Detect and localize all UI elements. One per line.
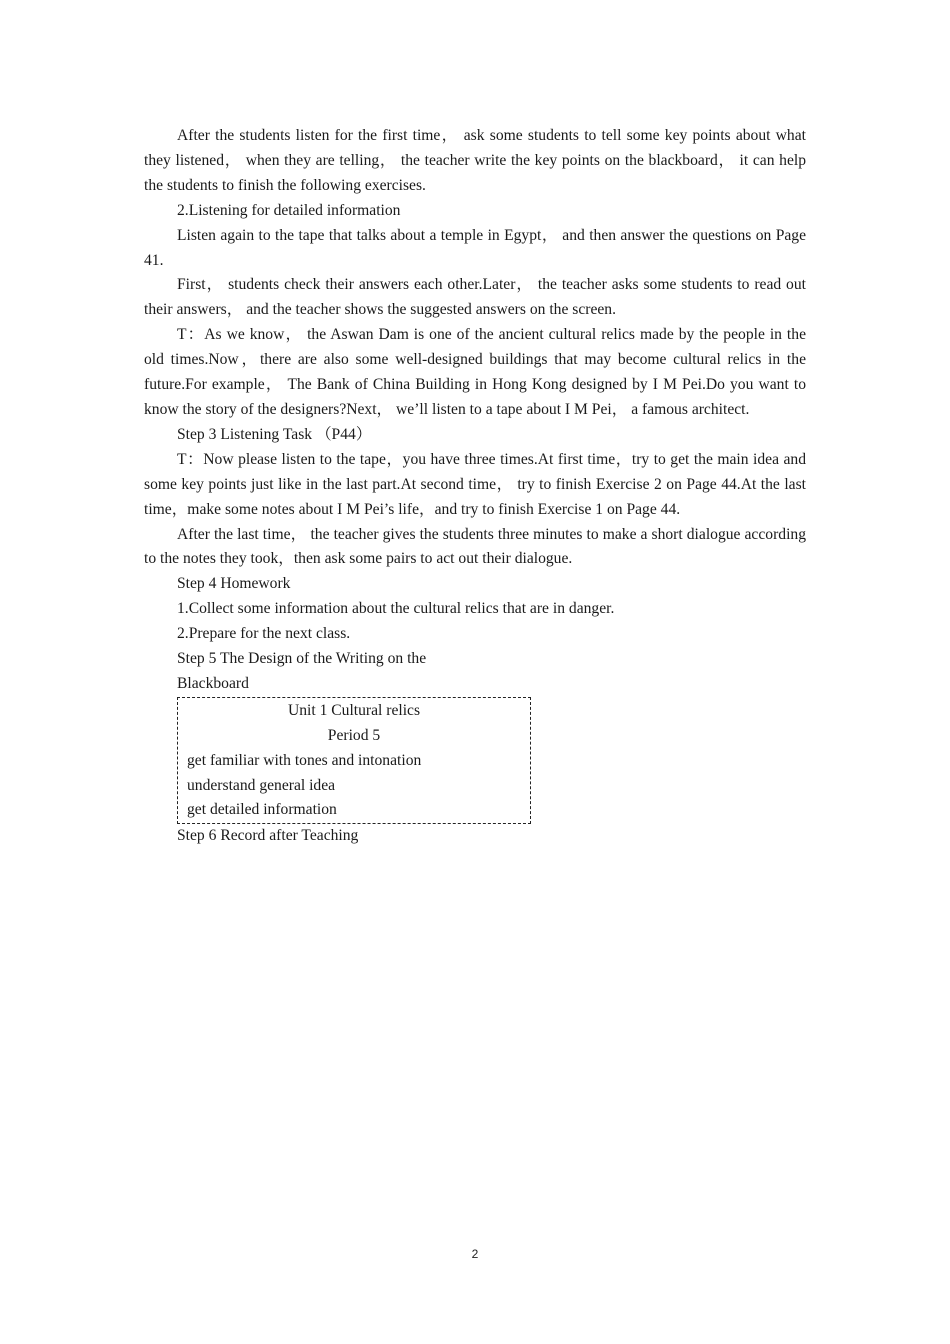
heading-step-6: Step 6 Record after Teaching (177, 827, 359, 845)
homework-item-1: 1.Collect some information about the cultural relics that are in danger. (177, 600, 615, 618)
document-body (144, 124, 806, 849)
heading-step-5-continued: Blackboard (177, 674, 249, 692)
heading-detailed-information: 2.Listening for detailed information (177, 201, 401, 219)
heading-step-3: Step 3 Listening Task （P44） (177, 425, 372, 443)
blackboard-item: get detailed information (187, 801, 337, 819)
heading-step-4: Step 4 Homework (177, 575, 291, 593)
paragraph-listen-again: Listen again to the tape that talks about a temple in Egypt， and then answer the questions on Page 41. (144, 226, 806, 269)
blackboard-item: get familiar with tones and intonation (187, 751, 422, 769)
blackboard-item: understand general idea (187, 776, 336, 794)
blackboard-design-box (177, 697, 531, 825)
homework-item-2: 2.Prepare for the next class. (177, 625, 351, 643)
blackboard-title: Unit 1 Cultural relics (287, 701, 421, 719)
paragraph-dialogue: After the last time， the teacher gives the students three minutes to make a short dialogue according to the notes they took，then ask some pairs to act out their dialogue. (144, 525, 806, 568)
paragraph-listening-task: T：Now please listen to the tape，you have three times.At first time，try to get the main idea and some key points just like in the last part.At second time， try to finish Exercise 2 on Page 44.At the last time，make some notes about I M Pei’s life，and try to finish Exercise 1 on Page 44. (144, 450, 806, 518)
page-number: 2 (471, 1247, 479, 1261)
paragraph-check-answers: First， students check their answers each other.Later， the teacher asks some students to read out their answers， and the teacher shows the suggested answers on the screen. (144, 276, 806, 319)
paragraph-listening-first-time: After the students listen for the first time， ask some students to tell some key points about what they listened， when they are telling， the teacher write the key points on the blackboard， it can help the students to finish the following exercises. (144, 127, 806, 194)
paragraph-aswan-dam: T：As we know， the Aswan Dam is one of the ancient cultural relics made by the people in the old times.Now，there are also some well-designed buildings that may become cultural relics in the future.For example， The Bank of China Building in Hong Kong designed by I M Pei.Do you want to know the story of the designers?Next， we’ll listen to a tape about I M Pei， a famous architect. (144, 326, 806, 418)
heading-step-5: Step 5 The Design of the Writing on the (177, 650, 427, 668)
blackboard-period: Period 5 (327, 726, 381, 744)
